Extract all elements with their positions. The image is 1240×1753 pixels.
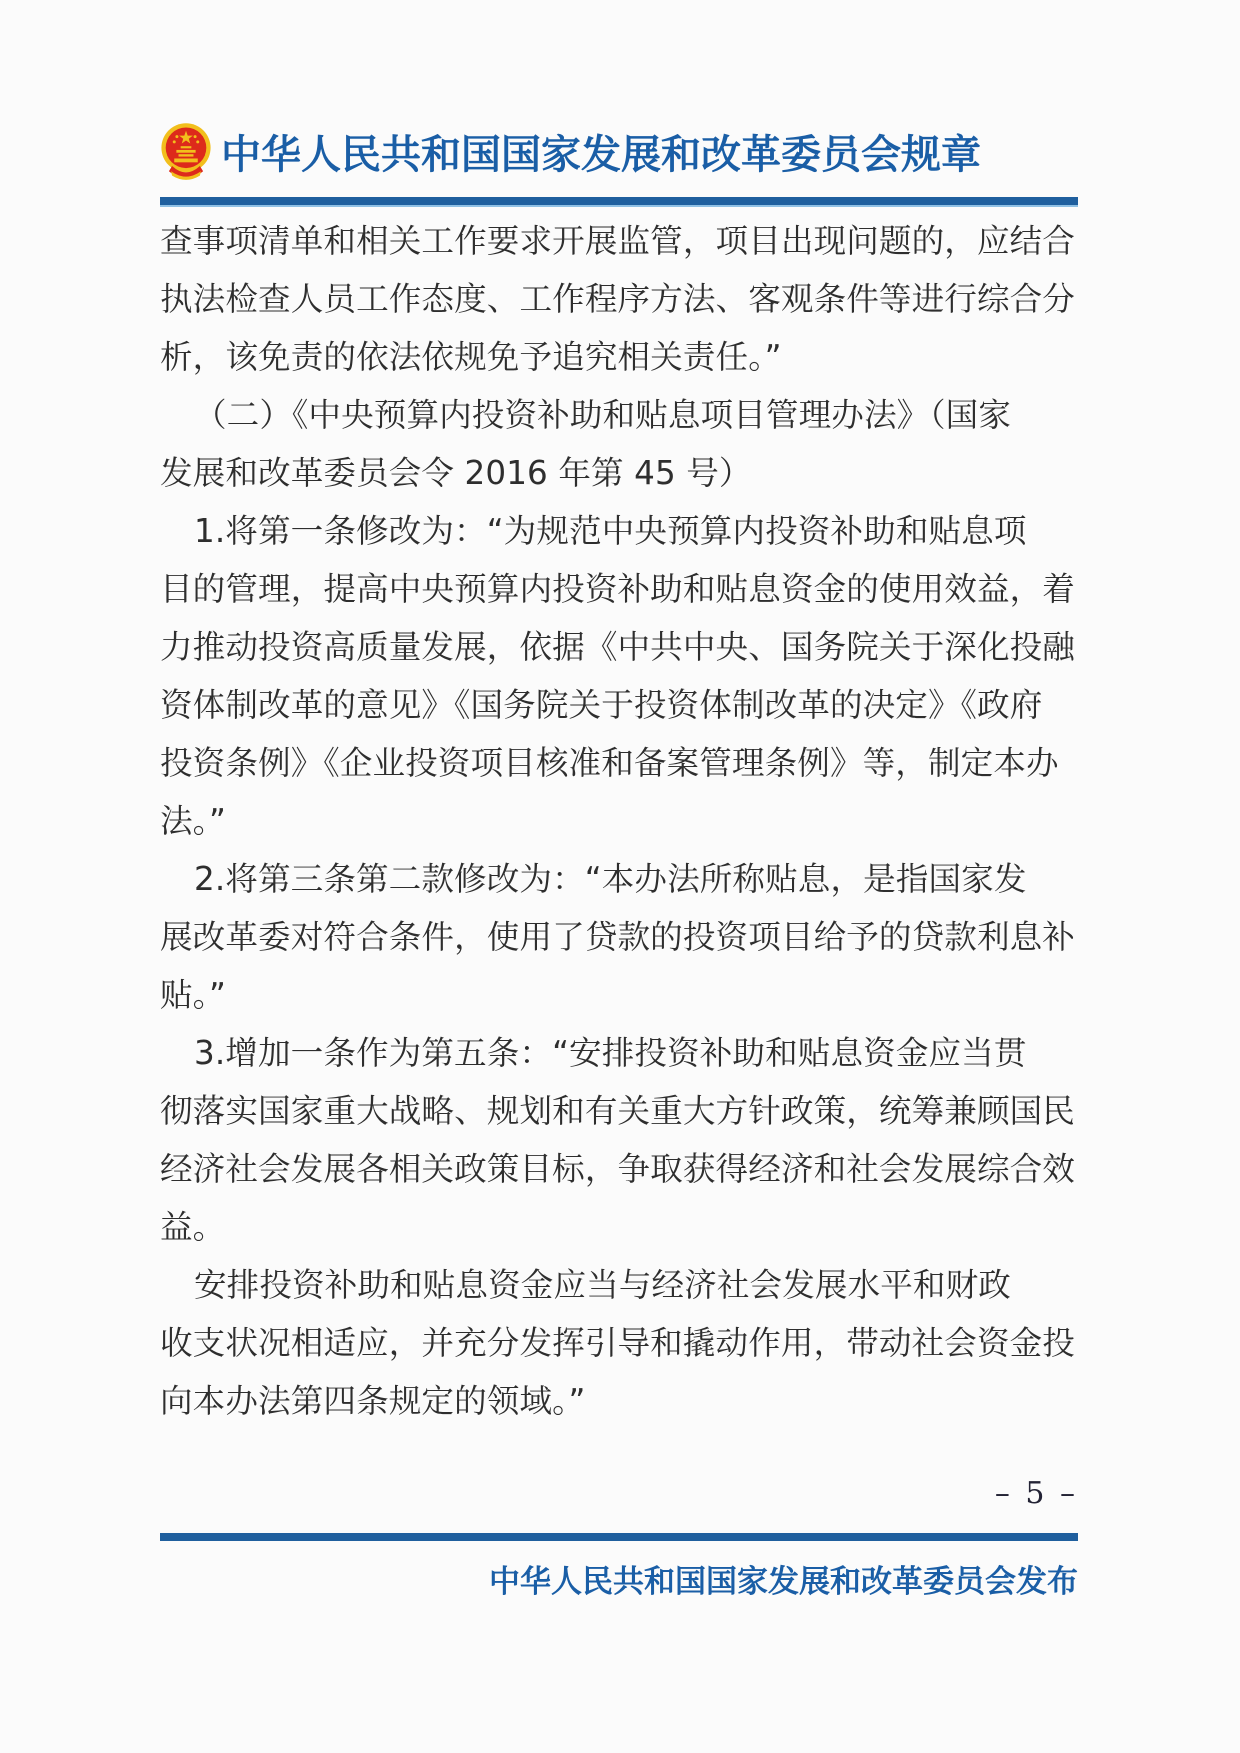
body-line: 经济社会发展各相关政策目标，争取获得经济和社会发展综合效 bbox=[160, 1150, 1075, 1188]
header-title: 中华人民共和国国家发展和改革委员会规章 bbox=[221, 131, 981, 178]
body-line: 3.增加一条作为第五条：“安排投资补助和贴息资金应当贯 bbox=[194, 1034, 1027, 1072]
body-line: 力推动投资高质量发展，依据《中共中央、国务院关于深化投融 bbox=[160, 628, 1075, 666]
body-line: 法。” bbox=[160, 802, 227, 840]
body-line: 查事项清单和相关工作要求开展监管，项目出现问题的，应结合 bbox=[160, 222, 1075, 260]
body-line: 向本办法第四条规定的领域。” bbox=[160, 1382, 586, 1420]
body-line: 安排投资补助和贴息资金应当与经济社会发展水平和财政 bbox=[194, 1266, 1011, 1304]
body-line: 收支状况相适应，并充分发挥引导和撬动作用，带动社会资金投 bbox=[160, 1324, 1075, 1362]
body-line: 1.将第一条修改为：“为规范中央预算内投资补助和贴息项 bbox=[194, 512, 1027, 550]
national-emblem-icon bbox=[160, 120, 212, 182]
page-header bbox=[160, 120, 981, 182]
body-line: （二）《中央预算内投资补助和贴息项目管理办法》（国家 bbox=[194, 396, 1012, 434]
body-line: 发展和改革委员会令 2016 年第 45 号） bbox=[160, 454, 752, 492]
page-number: – 5 – bbox=[994, 1476, 1078, 1511]
body-line: 资体制改革的意见》《国务院关于投资体制改革的决定》《政府 bbox=[160, 686, 1043, 724]
body-line: 彻落实国家重大战略、规划和有关重大方针政策，统筹兼顾国民 bbox=[160, 1092, 1075, 1130]
publisher-line: 中华人民共和国国家发展和改革委员会发布 bbox=[489, 1564, 1078, 1600]
body-line: 目的管理，提高中央预算内投资补助和贴息资金的使用效益，着 bbox=[160, 570, 1075, 608]
body-line: 2.将第三条第二款修改为：“本办法所称贴息，是指国家发 bbox=[194, 860, 1027, 898]
body-line: 展改革委对符合条件，使用了贷款的投资项目给予的贷款利息补 bbox=[160, 918, 1075, 956]
document-body bbox=[160, 212, 1078, 1430]
body-line: 投资条例》《企业投资项目核准和备案管理条例》等，制定本办 bbox=[160, 744, 1059, 782]
body-line: 贴。” bbox=[160, 976, 227, 1014]
header-rule bbox=[160, 197, 1078, 207]
body-line: 析，该免责的依法依规免予追究相关责任。” bbox=[160, 338, 782, 376]
body-line: 执法检查人员工作态度、工作程序方法、客观条件等进行综合分 bbox=[160, 280, 1075, 318]
footer-rule bbox=[160, 1533, 1078, 1541]
body-line: 益。 bbox=[160, 1208, 226, 1246]
